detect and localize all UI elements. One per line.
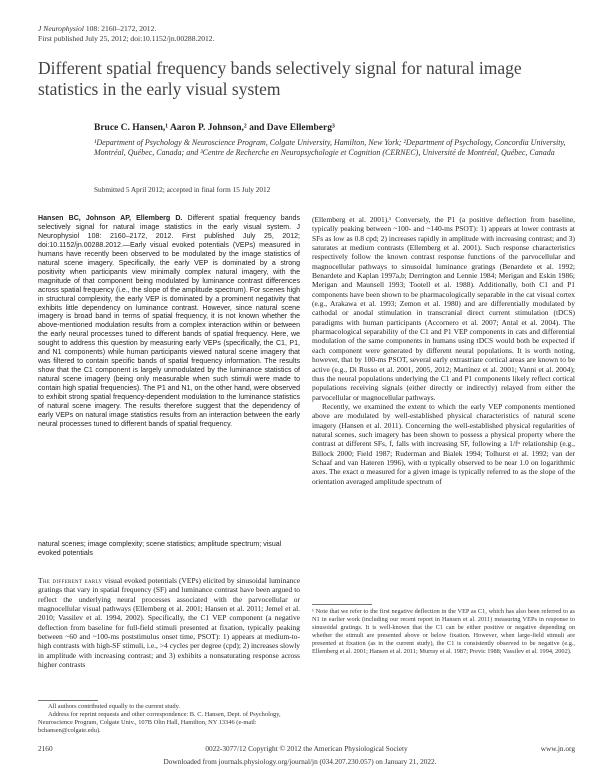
abstract — [38, 215, 300, 430]
affiliations: ¹Department of Psychology & Neuroscience Program, Colgate University, Hamilton, New York; ²Department of Psychology, Concordia University, Montréal, Québec, Canada; and ³Centre de Recherche en Neuropsychologie et Cognition (CERNEC), Université de Montréal, Québec, Canada — [94, 138, 566, 158]
introduction — [38, 576, 300, 669]
journal-volume: 108: 2160–2172, 2012. — [83, 24, 157, 33]
submission-dates: Submitted 5 April 2012; accepted in final form 15 July 2012 — [94, 185, 271, 194]
intro-text: visual evoked potentials (VEPs) elicited by sinusoidal luminance gratings that vary in spatial frequency (SF) and luminance contrast have been argued to reflect the underlying neural processes associated with the parvocellular or magnocellular visual pathways (Ellemberg et al. 2001; Hansen et al. 2011; Jemel et al. 2010; Vassilev et al. 1994, 2002). Specifically, the C1 VEP component (a negative deflection from baseline for full-field stimuli presented at fixation, typically peaking between ~60 and ~100-ms poststimulus onset time, PSOT): 1) appears at medium-to-high contrasts with high-SF stimuli, i.e., >4 cycles per degree (cpd); 2) increases slowly in amplitude with increasing contrast; and 3) exhibits a nonsaturating response across higher contrasts — [38, 576, 300, 670]
author-notes — [38, 703, 300, 735]
download-notice: Downloaded from journals.physiology.org/journal/jn (034.207.230.057) on January 21, 2022. — [163, 757, 437, 766]
copyright: 0022-3077/12 Copyright © 2012 the American Physiological Society — [205, 744, 408, 753]
authors: Bruce C. Hansen,¹ Aaron P. Johnson,² and Dave Ellemberg³ — [94, 123, 335, 133]
footnote-divider — [312, 604, 372, 605]
paragraph: (Ellemberg et al. 2001).¹ Conversely, the P1 (a positive deflection from baseline, typically peaking between ~100- and ~140-ms PSOT): 1) appears at lower contrasts at SFs as low as 0.8 cpd; 2) increases rapidly in amplitude with increasing contrast; and 3) saturates at medium contrasts (Ellemberg et al. 2001). Such response characteristics respectively follow the known contrast response functions of the parvocellular and magnocellular pathways to sinusoidal luminance gratings (Benardete et al. 1992; Benardete and Kaplan 1997a,b; Derrington and Lennie 1984; Merigan and Eskin 1986; Merigan and Maunsell 1993; Tootell et al. 1988). Additionally, both C1 and P1 components have been shown to be pharmacologically separable in the cat visual cortex (e.g., Arakawa et al. 1993; Zemon et al. 1980) and are differentially modulated by cathodal or anodal stimulation in transcranial direct current stimulation (tDCS) paradigms with human participants (Accornero et al. 2007; Antal et al. 2004). The pharmacological separability of the C1 and P1 VEP components in cats and differential modulation of the same components in humans using tDCS would both be expected if each component were generated by different neural populations. It is worth noting, however, that by 100-ms PSOT, several early extrastriate cortical areas are known to be active (e.g., Di Russo et al. 2001, 2005, 2012; Martínez et al. 2001; Vanni et al. 2004); thus the neural populations underlying the C1 and P1 components likely reflect cortical populations receiving signals (either directly or indirectly) relayed from either the parvocellular or magnocellular pathways. — [312, 215, 575, 402]
author-note: All authors contributed equally to the current study. — [48, 703, 180, 710]
publication-info: First published July 25, 2012; doi:10.1152/jn.00288.2012. — [38, 33, 215, 43]
article-title: Different spatial frequency bands selectively signal for natural image statistics in the early visual system — [38, 58, 522, 99]
intro-lead: The different early — [38, 576, 103, 585]
right-column-body — [312, 215, 575, 486]
abstract-citation: Hansen BC, Johnson AP, Ellemberg D. — [38, 215, 183, 222]
keywords: natural scenes; image complexity; scene statistics; amplitude spectrum; visual evoked potentials — [38, 541, 282, 557]
footnote: ¹ Note that we refer to the first negative deflection in the VEP as C1, which has also been referred to as N1 in earlier work (including our recent report in Hansen et al. 2011) measuring VEPs in response to sinusoidal gratings. It is well-known that the C1 can be either positive or negative depending on whether the stimuli are presented above or below fixation. However, when large-field stimuli are presented at fixation (as in the current study), the C1 is consistently observed to be negative (e.g., Ellemberg et al. 2001; Hansen et al. 2011; Murray et al. 1987; Previc 1988; Vassilev et al. 1994, 2002). — [312, 608, 575, 656]
journal-name: J Neurophysiol — [38, 24, 84, 33]
journal-url-link[interactable]: www.jn.org — [540, 744, 575, 753]
correspondence-note: Address for reprint requests and other correspondence: B. C. Hansen, Dept. of Psychology, Neuroscience Program, Colgate Univ., 107B Olin Hall, Hamilton, NY 13346 (e-mail: bchansen@colgate.edu). — [38, 711, 281, 735]
footnote-divider — [38, 700, 98, 701]
page-number: 2160 — [38, 744, 53, 753]
abstract-text: Different spatial frequency bands selectively signal for natural image statistics in the early visual system. J Neurophysiol 108: 2160–2172, 2012. First published July 25, 2012; doi:10.1152/jn.00288.2012.—Early visual evoked potentials (VEPs) measured in humans have recently been observed to be modulated by the image statistics of natural scene imagery. Specifically, the early VEP is dominated by a strong positivity when participants view minimally complex natural imagery, with the magnitude of that component being modulated by luminance contrast differences across spatial frequency (i.e., the slope of the amplitude spectrum). For scenes high in structural complexity, the early VEP is dominated by a prominent negativity that exhibits little dependency on luminance contrast. However, since natural scene imagery is broad band in terms of spatial frequency, it is not known whether the above-mentioned modulation results from a complex interaction within or between the early neural processes tuned to different bands of spatial frequency. Here, we sought to address this question by measuring early VEPs (specifically, the C1, P1, and N1 components) while human participants viewed natural scene imagery that was filtered to contain specific bands of spatial frequency information. The results show that the C1 component is largely unmodulated by the luminance statistics of natural scene imagery (being only measurable when such stimuli were made to contain high spatial frequencies). The P1 and N1, on the other hand, were observed to exhibit strong spatial frequency-dependent modulation to the luminance statistics of natural scene imagery. The results therefore suggest that the dependency of early VEPs on natural image statistics results from an interaction between the early neural processes tuned to different bands of spatial frequency. — [38, 215, 300, 428]
paragraph: Recently, we examined the extent to which the early VEP components mentioned above are modulated by well-established physical characteristics of natural scene imagery (Hansen et al. 2011). Concerning the well-established physical regularities of natural scenes, such imagery has been shown to possess a physical property where the contrast at different SFs, f, falls with increasing SF, following a 1/fᵅ relationship (e.g., Billock 2000; Field 1987; Ruderman and Bialek 1994; Tolhurst et al. 1992; van der Schaaf and van Hateren 1996), with α typically observed to be near 1.0 on logarithmic axes. The exact α measured for a given image is typically referred to as the slope of the orientation averaged amplitude spectrum of — [312, 401, 575, 486]
journal-header — [38, 24, 215, 43]
